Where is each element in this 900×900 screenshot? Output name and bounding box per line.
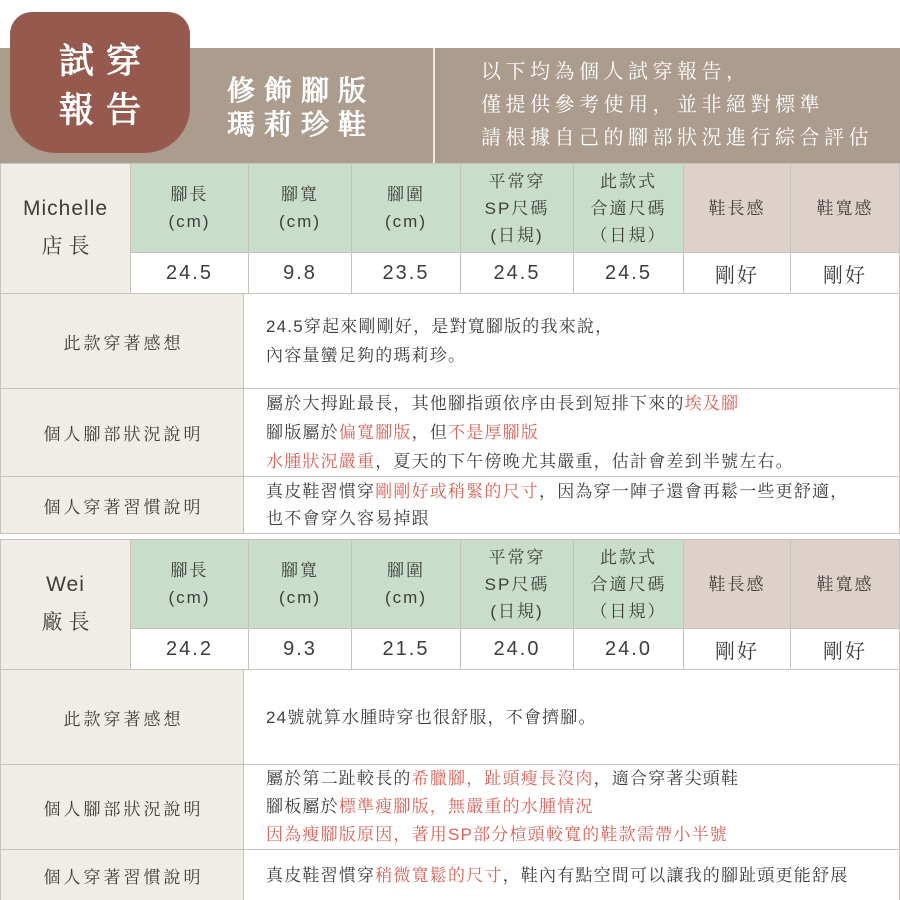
value-recommended-size: 24.0 [574,629,684,670]
value-recommended-size: 24.5 [574,253,684,294]
person-cell-michelle [1,164,131,294]
value-foot-girth: 23.5 [352,253,461,294]
note-row-fit-impression [1,294,899,389]
person-cell-wei [1,540,131,670]
spec-table-wei [1,539,899,670]
note-label: 個人穿著習慣說明 [1,477,244,533]
note-row-wearing-habit [1,850,899,900]
header-foot-length: 腳長 (cm) [131,164,249,253]
header-foot-width: 腳寬 (cm) [249,164,352,253]
header-foot-girth: 腳圍 (cm) [352,540,461,629]
header-foot-girth: 腳圍 (cm) [352,164,461,253]
header-foot-width: 腳寬 (cm) [249,540,352,629]
note-label: 個人穿著習慣說明 [1,850,244,900]
value-length-feel: 剛好 [684,253,791,294]
header-length-feel: 鞋長感 [684,540,791,629]
person-title: 店長 [41,235,96,258]
value-width-feel: 剛好 [791,629,899,670]
badge-title-line: 報告 [58,90,153,130]
value-foot-width: 9.8 [249,253,352,294]
note-label: 個人腳部狀況說明 [1,389,244,476]
disclaimer-text: 以下均為個人試穿報告， 僅提供參考使用，並非絕對標準 請根據自己的腳部狀況進行綜合評估 [481,61,873,149]
header-usual-sp-size: 平常穿 SP尺碼 (日規) [461,164,574,253]
note-content: 屬於第二趾較長的希臘腳，趾頭瘦長沒肉，適合穿著尖頭鞋 腳板屬於標準瘦腳版，無嚴重的水腫情況 因為瘦腳版原因，著用SP部分楦頭較寬的鞋款需帶小半號 [244,765,899,849]
product-title [227,74,375,142]
note-content: 真皮鞋習慣穿稍微寬鬆的尺寸，鞋內有點空間可以讓我的腳趾頭更能舒展 [244,850,899,900]
note-label: 此款穿著感想 [1,670,244,764]
value-width-feel: 剛好 [791,253,899,294]
page-header [0,0,900,163]
person-name: Wei [46,573,85,596]
badge-title-line: 試穿 [58,41,153,81]
person-name: Michelle [22,197,109,220]
section-michelle [0,163,900,534]
header-divider [433,48,435,163]
spec-table-michelle [1,163,899,294]
header-width-feel: 鞋寬感 [791,164,899,253]
person-title: 廠長 [41,611,96,634]
note-row-wearing-habit [1,477,899,534]
note-content: 屬於大拇趾最長，其他腳指頭依序由長到短排下來的埃及腳 腳版屬於偏寬腳版，但不是厚腳版 水腫狀況嚴重，夏天的下午傍晚尤其嚴重，估計會差到半號左右。 [244,389,899,476]
value-foot-width: 9.3 [249,629,352,670]
header-width-feel: 鞋寬感 [791,540,899,629]
note-row-foot-condition [1,389,899,477]
header-recommended-size: 此款式 合適尺碼 （日規） [574,164,684,253]
header-length-feel: 鞋長感 [684,164,791,253]
value-foot-length: 24.2 [131,629,249,670]
value-foot-girth: 21.5 [352,629,461,670]
note-content: 24.5穿起來剛剛好，是對寬腳版的我來說， 內容量蠻足夠的瑪莉珍。 [244,294,899,388]
note-content: 24號就算水腫時穿也很舒服，不會擠腳。 [244,670,899,764]
tryon-report-badge [10,12,190,153]
header-recommended-size: 此款式 合適尺碼 （日規） [574,540,684,629]
section-wei [0,539,900,900]
value-usual-sp-size: 24.5 [461,253,574,294]
note-row-fit-impression [1,670,899,765]
note-content: 真皮鞋習慣穿剛剛好或稍緊的尺寸，因為穿一陣子還會再鬆一些更舒適， 也不會穿久容易掉跟 [244,477,899,533]
note-label: 個人腳部狀況說明 [1,765,244,849]
product-title-line: 瑪莉珍鞋 [227,109,376,140]
note-row-foot-condition [1,765,899,850]
note-label: 此款穿著感想 [1,294,244,388]
value-foot-length: 24.5 [131,253,249,294]
header-foot-length: 腳長 (cm) [131,540,249,629]
value-usual-sp-size: 24.0 [461,629,574,670]
header-usual-sp-size: 平常穿 SP尺碼 (日規) [461,540,574,629]
product-title-line: 修飾腳版 [227,75,376,106]
value-length-feel: 剛好 [684,629,791,670]
